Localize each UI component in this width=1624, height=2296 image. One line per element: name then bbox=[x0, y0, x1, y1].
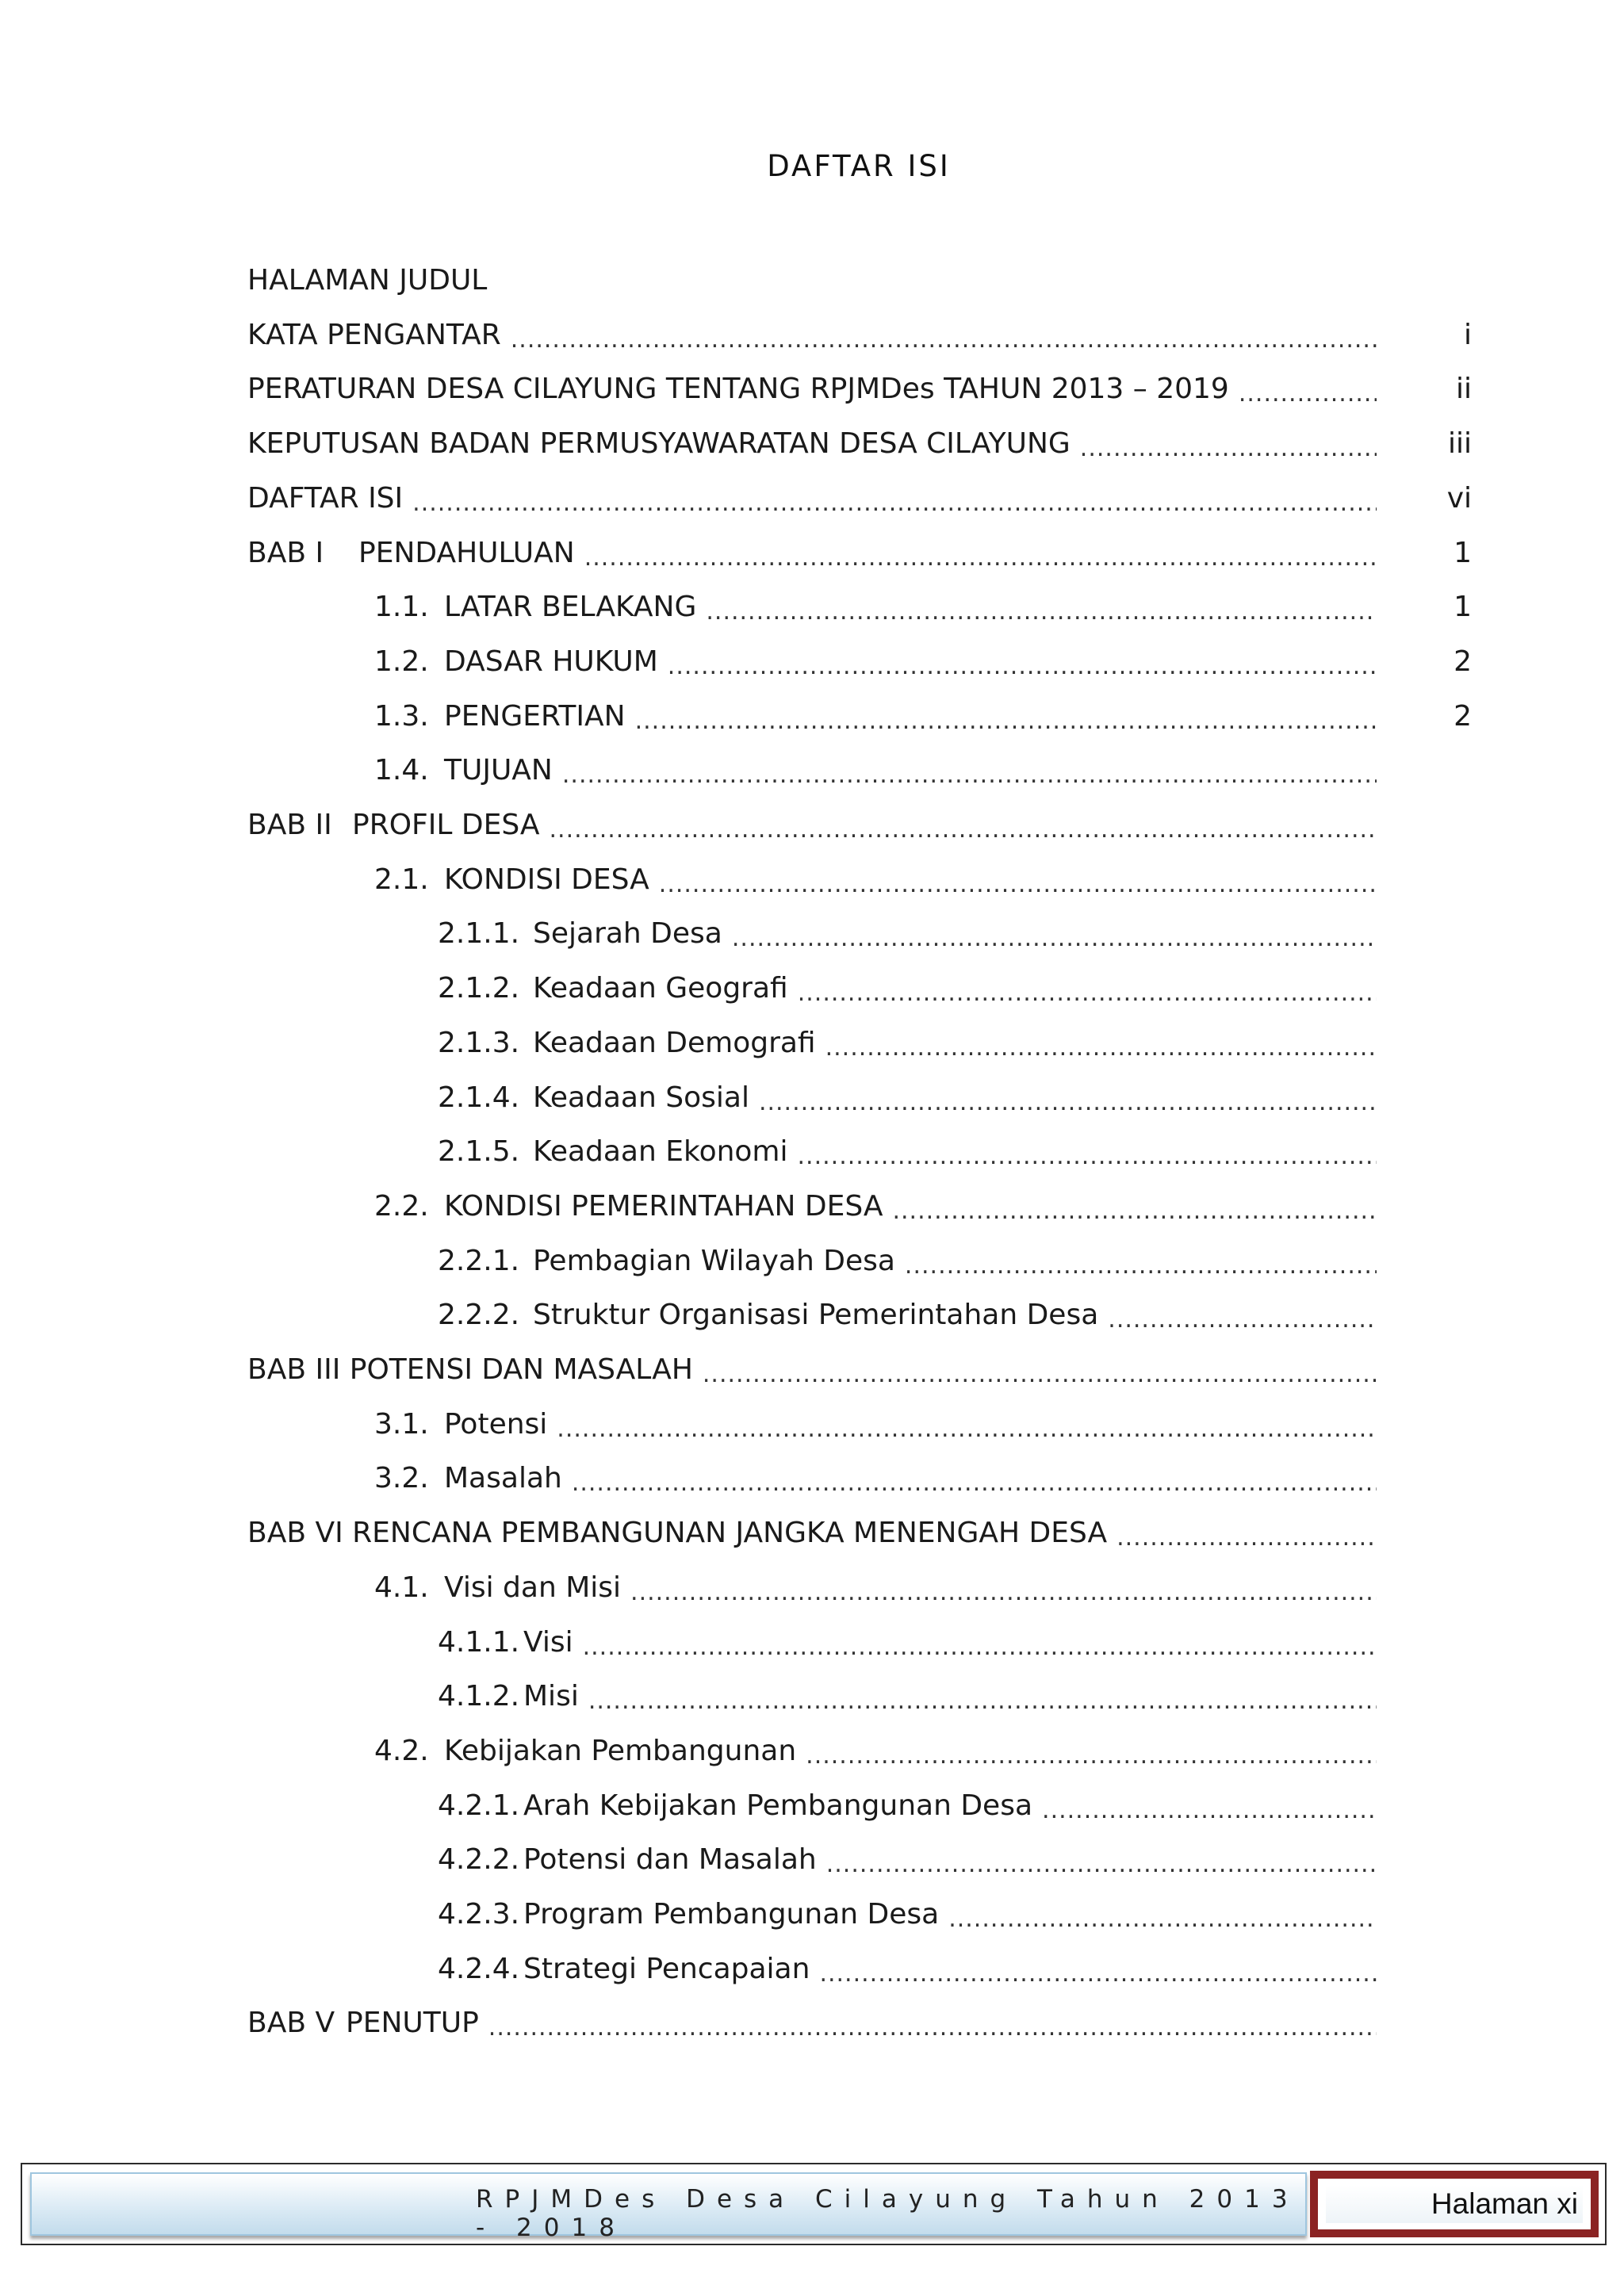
toc-dot-leader bbox=[412, 478, 1377, 519]
toc-entry-label: Keadaan Geografi bbox=[533, 972, 788, 1004]
toc-entry-label: PROFIL DESA bbox=[352, 809, 540, 841]
toc-entry-label: PERATURAN DESA CILAYUNG TENTANG RPJMDes TAHUN 2013 – 2019 bbox=[247, 373, 1229, 405]
toc-entry bbox=[438, 1894, 1377, 1935]
toc-dot-leader bbox=[659, 859, 1377, 901]
toc-entry-label: Visi dan Misi bbox=[444, 1571, 622, 1604]
toc-entry-number: 2.2.2. bbox=[438, 1299, 520, 1331]
toc-entry-label: Sejarah Desa bbox=[533, 917, 722, 950]
toc-entry bbox=[374, 1567, 1377, 1609]
toc-dot-leader bbox=[572, 1458, 1377, 1499]
toc-entry bbox=[247, 315, 1377, 356]
toc-dot-leader bbox=[630, 1567, 1377, 1609]
toc-entry-page: 1 bbox=[1454, 591, 1472, 623]
toc-entry-number: 1.1. bbox=[374, 591, 429, 623]
toc-entry-label: KATA PENGANTAR bbox=[247, 319, 501, 351]
toc-dot-leader bbox=[550, 805, 1377, 846]
toc-entry bbox=[247, 1513, 1377, 1554]
page-title: DAFTAR ISI bbox=[767, 149, 951, 183]
toc-entry-label: LATAR BELAKANG bbox=[444, 591, 697, 623]
toc-entry-label: Visi bbox=[523, 1626, 573, 1659]
toc-dot-leader bbox=[819, 1949, 1377, 1990]
toc-entry bbox=[374, 1458, 1377, 1499]
toc-entry bbox=[374, 859, 1377, 901]
toc-entry bbox=[438, 1241, 1377, 1282]
toc-entry-number: 2.1.2. bbox=[438, 972, 520, 1004]
toc-entry-label: BAB VI RENCANA PEMBANGUNAN JANGKA MENENGAH DESA bbox=[247, 1517, 1108, 1549]
toc-entry bbox=[247, 805, 1377, 846]
toc-entry bbox=[438, 1131, 1377, 1173]
toc-entry-page: ii bbox=[1455, 373, 1472, 405]
toc-entry-number: 4.1.1. bbox=[438, 1626, 520, 1659]
toc-entry-page: iii bbox=[1447, 427, 1472, 460]
toc-entry-label: DASAR HUKUM bbox=[444, 645, 658, 678]
toc-dot-leader bbox=[1108, 1295, 1377, 1336]
toc-dot-leader bbox=[826, 1839, 1377, 1881]
toc-entry-label: Kebijakan Pembangunan bbox=[444, 1735, 797, 1767]
toc-entry bbox=[247, 423, 1377, 465]
toc-entry bbox=[438, 913, 1377, 955]
toc-entry-label: TUJUAN bbox=[444, 754, 553, 786]
toc-entry-number: 4.2.3. bbox=[438, 1898, 520, 1931]
toc-dot-leader bbox=[806, 1731, 1377, 1772]
toc-entry-number: BAB V bbox=[247, 2007, 335, 2039]
toc-entry-page: 1 bbox=[1454, 537, 1472, 569]
toc-dot-leader bbox=[798, 1131, 1377, 1173]
toc-entry-label: DAFTAR ISI bbox=[247, 482, 404, 515]
toc-entry-label: Strategi Pencapaian bbox=[523, 1953, 810, 1985]
toc-entry bbox=[247, 533, 1377, 574]
toc-entry-page: i bbox=[1463, 319, 1472, 351]
toc-entry-number: 2.1. bbox=[374, 863, 429, 896]
toc-dot-leader bbox=[584, 533, 1377, 574]
toc-entry-page: vi bbox=[1446, 482, 1472, 515]
toc-entry-number: 4.2.4. bbox=[438, 1953, 520, 1985]
toc-entry-number: 3.1. bbox=[374, 1408, 429, 1441]
toc-entry bbox=[374, 1404, 1377, 1445]
toc-entry-label: Misi bbox=[523, 1680, 579, 1712]
toc-dot-leader bbox=[488, 2003, 1377, 2044]
toc-entry-label: KEPUTUSAN BADAN PERMUSYAWARATAN DESA CILAYUNG bbox=[247, 427, 1071, 460]
toc-entry bbox=[438, 1622, 1377, 1663]
toc-dot-leader bbox=[825, 1023, 1377, 1064]
toc-dot-leader bbox=[668, 641, 1377, 683]
toc-entry bbox=[247, 369, 1377, 410]
toc-entry bbox=[374, 750, 1377, 791]
toc-dot-leader bbox=[588, 1676, 1377, 1717]
toc-entry bbox=[247, 2003, 1377, 2044]
toc-entry-label: Keadaan Ekonomi bbox=[533, 1135, 788, 1168]
toc-entry bbox=[438, 1839, 1377, 1881]
toc-dot-leader bbox=[1080, 423, 1377, 465]
toc-entry-number: 1.2. bbox=[374, 645, 429, 678]
toc-entry-label: Potensi bbox=[444, 1408, 548, 1441]
toc-dot-leader bbox=[948, 1894, 1377, 1935]
toc-dot-leader bbox=[557, 1404, 1377, 1445]
toc-dot-leader bbox=[732, 913, 1377, 955]
toc-entry-number: 2.2. bbox=[374, 1190, 429, 1223]
toc-entry bbox=[438, 1077, 1377, 1119]
toc-entry bbox=[438, 1949, 1377, 1990]
toc-entry-label: BAB III POTENSI DAN MASALAH bbox=[247, 1353, 693, 1386]
toc-entry bbox=[374, 641, 1377, 683]
toc-entry-number: 2.1.3. bbox=[438, 1027, 520, 1059]
toc-dot-leader bbox=[562, 750, 1377, 791]
toc-entry-label: PENDAHULUAN bbox=[358, 537, 575, 569]
toc-dot-leader bbox=[1116, 1513, 1377, 1554]
toc-entry-label: KONDISI DESA bbox=[444, 863, 649, 896]
toc-entry-number: 1.4. bbox=[374, 754, 429, 786]
toc-entry bbox=[374, 1731, 1377, 1772]
toc-entry-label: Pembagian Wilayah Desa bbox=[533, 1245, 895, 1277]
toc-entry-label: Program Pembangunan Desa bbox=[523, 1898, 940, 1931]
toc-entry-number: 1.3. bbox=[374, 700, 429, 733]
footer-running-title: RPJMDes Desa Cilayung Tahun 2013 - 2018 bbox=[476, 2185, 1300, 2242]
toc-entry bbox=[438, 1295, 1377, 1336]
toc-entry bbox=[247, 260, 1377, 301]
toc-entry-number: 4.1.2. bbox=[438, 1680, 520, 1712]
toc-entry bbox=[374, 696, 1377, 737]
toc-entry-page: 2 bbox=[1454, 700, 1472, 733]
toc-dot-leader bbox=[892, 1186, 1377, 1227]
toc-dot-leader bbox=[1239, 369, 1377, 410]
toc-entry-label: Keadaan Sosial bbox=[533, 1081, 749, 1114]
toc-dot-leader bbox=[583, 1622, 1377, 1663]
toc-dot-leader bbox=[706, 587, 1377, 628]
toc-entry bbox=[438, 1676, 1377, 1717]
toc-entry-number: 2.1.1. bbox=[438, 917, 520, 950]
toc-entry-number: 2.1.5. bbox=[438, 1135, 520, 1168]
toc-entry-page: 2 bbox=[1454, 645, 1472, 678]
toc-dot-leader bbox=[798, 968, 1377, 1009]
toc-dot-leader bbox=[511, 315, 1377, 356]
toc-entry bbox=[438, 1785, 1377, 1827]
toc-entry bbox=[374, 587, 1377, 628]
toc-entry bbox=[247, 478, 1377, 519]
toc-dot-leader bbox=[1042, 1785, 1377, 1827]
toc-entry-number: 2.1.4. bbox=[438, 1081, 520, 1114]
toc-dot-leader bbox=[759, 1077, 1377, 1119]
toc-entry-label: PENUTUP bbox=[346, 2007, 479, 2039]
toc-entry-number: 2.2.1. bbox=[438, 1245, 520, 1277]
toc-entry-label: Masalah bbox=[444, 1462, 562, 1494]
toc-entry-number: 4.2.1. bbox=[438, 1789, 520, 1822]
toc-entry-label: Keadaan Demografi bbox=[533, 1027, 816, 1059]
toc-entry-label: HALAMAN JUDUL bbox=[247, 264, 488, 297]
toc-entry-label: Struktur Organisasi Pemerintahan Desa bbox=[533, 1299, 1099, 1331]
toc-dot-leader bbox=[635, 696, 1377, 737]
footer-page-number: Halaman xi bbox=[1431, 2187, 1578, 2220]
toc-entry-number: 4.2.2. bbox=[438, 1843, 520, 1876]
toc-entry-number: 4.1. bbox=[374, 1571, 429, 1604]
toc-entry-number: BAB I bbox=[247, 537, 324, 569]
toc-entry-number: 3.2. bbox=[374, 1462, 429, 1494]
toc-dot-leader bbox=[905, 1241, 1377, 1282]
toc-entry-label: PENGERTIAN bbox=[444, 700, 626, 733]
toc-entry-number: 4.2. bbox=[374, 1735, 429, 1767]
toc-entry bbox=[438, 968, 1377, 1009]
toc-dot-leader bbox=[703, 1349, 1377, 1391]
toc-entry-number: BAB II bbox=[247, 809, 332, 841]
toc-entry bbox=[438, 1023, 1377, 1064]
toc-entry-label: Arah Kebijakan Pembangunan Desa bbox=[523, 1789, 1033, 1822]
toc-entry bbox=[374, 1186, 1377, 1227]
toc-entry-label: KONDISI PEMERINTAHAN DESA bbox=[444, 1190, 883, 1223]
toc-entry-label: Potensi dan Masalah bbox=[523, 1843, 817, 1876]
toc-entry bbox=[247, 1349, 1377, 1391]
